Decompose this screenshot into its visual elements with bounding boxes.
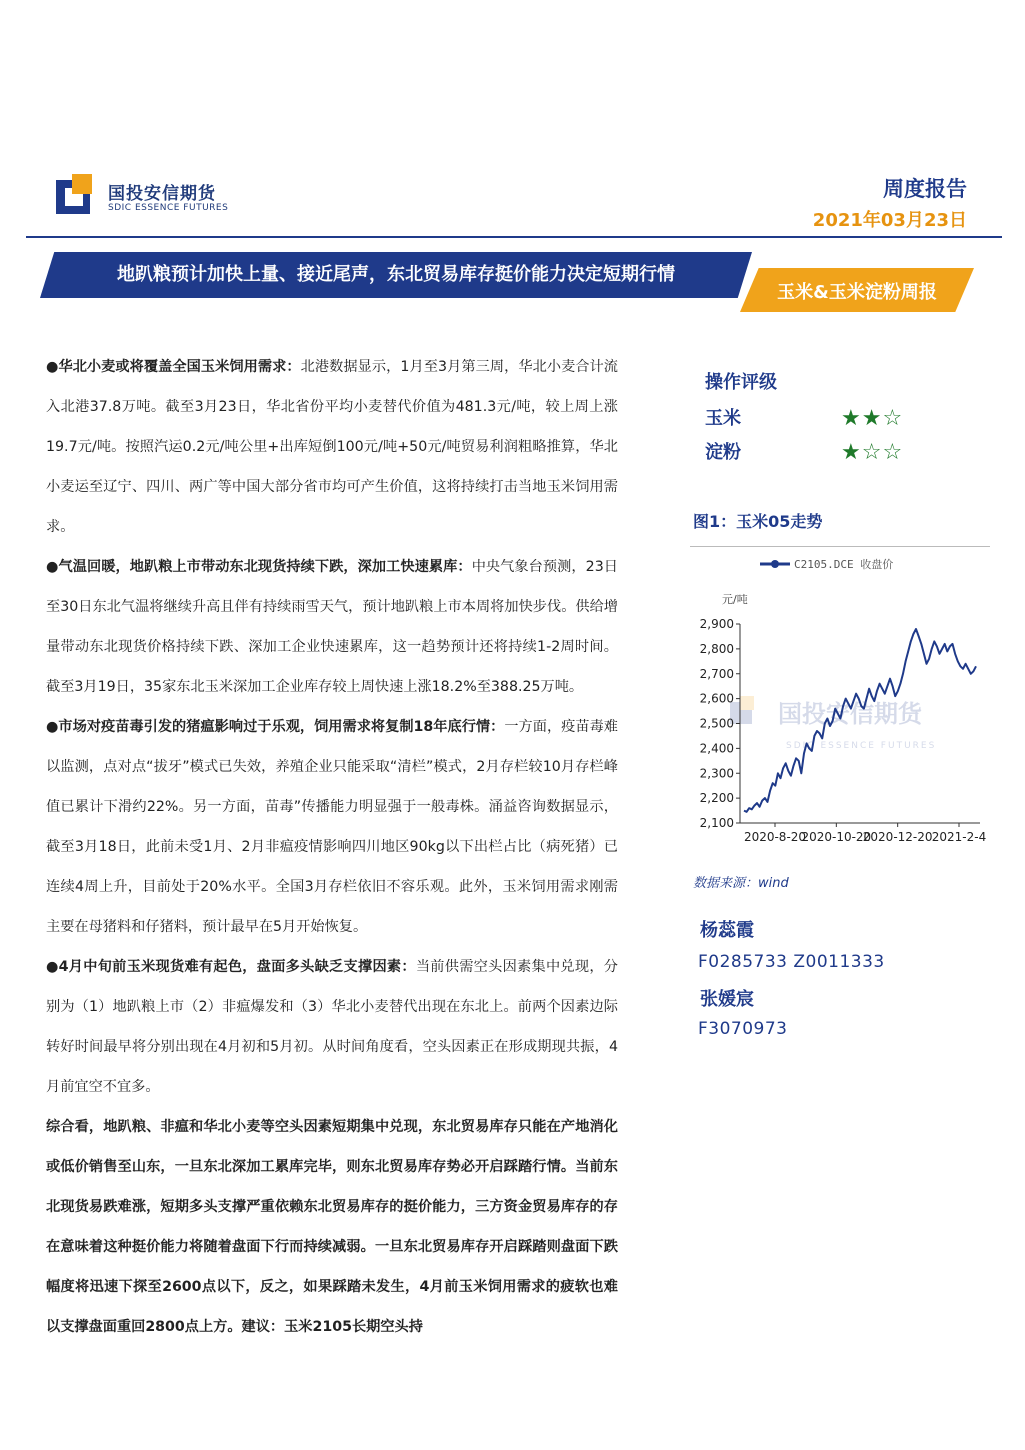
x-tick-label: 2020-8-20 — [743, 830, 807, 844]
company-name: 国投安信期货 — [108, 184, 216, 204]
report-title: 地趴粮预计加快上量、接近尾声，东北贸易库存挺价能力决定短期行情 — [117, 264, 675, 285]
rating-stars-icon: ★☆☆ — [841, 440, 904, 465]
body-paragraph — [46, 1107, 618, 1347]
y-tick-label: 2,500 — [699, 716, 734, 731]
analyst-license: F3070973 — [698, 1019, 788, 1039]
legend-label: C2105.DCE 收盘价 — [794, 558, 894, 571]
paragraph-heading: ●4月中旬前玉米现货难有起色，盘面多头缺乏支撑因素： — [46, 959, 416, 975]
operation-rating — [705, 368, 935, 470]
y-tick-label: 2,900 — [699, 617, 734, 631]
report-type: 周度报告 — [883, 177, 967, 201]
y-tick-label: 2,200 — [699, 791, 734, 806]
analyst-name: 杨蕊霞 — [700, 920, 754, 941]
y-tick-label: 2,100 — [699, 816, 734, 830]
rating-heading: 操作评级 — [705, 372, 777, 393]
report-date: 2021年03月23日 — [812, 210, 967, 231]
body-paragraph — [46, 947, 618, 1107]
chart-watermark — [730, 696, 936, 751]
paragraph-heading: ●气温回暖，地趴粮上市带动东北现货持续下跌，深加工快速累库： — [46, 559, 472, 575]
x-tick-label: 2021-2-4 — [931, 830, 987, 844]
rating-stars-icon: ★★☆ — [841, 406, 904, 431]
body-paragraph — [46, 547, 618, 707]
rating-row — [705, 436, 935, 470]
x-tick-label: 2020-12-20 — [862, 830, 933, 844]
body-paragraph — [46, 707, 618, 947]
paragraph-text: 中央气象台预测，23日至30日东北气温将继续升高且伴有持续雨雪天气，预计地趴粮上市本周将加快步伐。供给增量带动东北现货价格持续下跌、深加工企业快速累库，这一趋势预计还将持续1-2周时间。截至3月19日，35家东北玉米深加工企业库存较上周快速上涨18.2%至388.25万吨。 — [46, 559, 618, 695]
watermark-text-en: SDIC ESSENCE FUTURES — [786, 741, 937, 751]
legend-marker-icon — [771, 560, 779, 568]
y-tick-label: 2,600 — [699, 691, 734, 706]
price-chart — [690, 546, 990, 858]
rating-name: 淀粉 — [705, 442, 741, 463]
y-tick-label: 2,700 — [699, 666, 734, 681]
y-tick-label: 2,400 — [699, 741, 734, 756]
company-logo-icon — [56, 174, 102, 214]
chart-legend — [760, 557, 893, 571]
rating-name: 玉米 — [705, 408, 741, 429]
paragraph-heading: ●华北小麦或将覆盖全国玉米饲用需求： — [46, 359, 301, 375]
x-tick-label: 2020-10-20 — [801, 830, 872, 844]
paragraph-heading: 综合看，地趴粮、非瘟和华北小麦等空头因素短期集中兑现，东北贸易库存只能在产地消化或低价销售至山东，一旦东北深加工累库完毕，则东北贸易库存势必开启踩踏行情。当前东北现货易跌难涨，短期多头支撑严重依赖东北贸易库存的挺价能力，三方资金贸易库存的存在意味着这种挺价能力将随着盘面下行而持续减弱。一旦东北贸易库存开启踩踏则盘面下跌幅度将迅速下探至2600点以下，反之，如果踩踏未发生，4月前玉米饲用需求的疲软也难以支撑盘面重回2800点上方。建议：玉米2105长期空头持 — [46, 1119, 618, 1335]
company-name-en: SDIC ESSENCE FUTURES — [108, 203, 229, 213]
paragraph-text: 当前供需空头因素集中兑现，分别为（1）地趴粮上市（2）非瘟爆发和（3）华北小麦替代出现在东北上。前两个因素边际转好时间最早将分别出现在4月初和5月初。从时间角度看，空头因素正在形成期现共振，4月前宜空不宜多。 — [46, 959, 618, 1095]
data-source: 数据来源：wind — [693, 876, 789, 891]
y-axis-label: 元/吨 — [722, 593, 748, 606]
paragraph-text: 北港数据显示，1月至3月第三周，华北小麦合计流入北港37.8万吨。截至3月23日，华北省份平均小麦替代价值为481.3元/吨，较上周上涨19.7元/吨。按照汽运0.2元/吨公里+出库短倒100元/吨+50元/吨贸易利润粗略推算，华北小麦运至辽宁、四川、两广等中国大部分省市均可产生价值，这将持续打击当地玉米饲用需求。 — [46, 359, 618, 535]
body-paragraph — [46, 347, 618, 547]
watermark-text: 国投安信期货 — [778, 700, 922, 728]
figure-caption: 图1：玉米05走势 — [693, 512, 823, 531]
y-tick-label: 2,800 — [699, 641, 734, 656]
header-divider — [26, 236, 1002, 238]
y-tick-label: 2,300 — [699, 766, 734, 781]
paragraph-heading: ●市场对疫苗毒引发的猪瘟影响过于乐观，饲用需求将复制18年底行情： — [46, 719, 505, 735]
paragraph-text: 一方面，疫苗毒难以监测，点对点“拔牙”模式已失效，养殖企业只能采取“清栏”模式，2月存栏较10月存栏峰值已累计下滑约22%。另一方面，苗毒”传播能力明显强于一般毒株。涌益咨询数据显示，截至3月18日，此前未受1月、2月非瘟疫情影响四川地区90kg以下出栏占比（病死猪）已连续4周上升，目前处于20%水平。全国3月存栏依旧不容乐观。此外，玉米饲用需求刚需主要在母猪料和仔猪料，预计最早在5月开始恢复。 — [46, 719, 618, 935]
report-subtitle: 玉米&玉米淀粉周报 — [777, 282, 937, 303]
report-body — [46, 347, 618, 1347]
analyst-license: F0285733 Z0011333 — [698, 952, 885, 972]
watermark-logo-accent-icon — [740, 696, 754, 710]
rating-row — [705, 402, 935, 436]
price-chart-svg — [690, 546, 990, 858]
analyst-name: 张媛宸 — [700, 989, 754, 1010]
